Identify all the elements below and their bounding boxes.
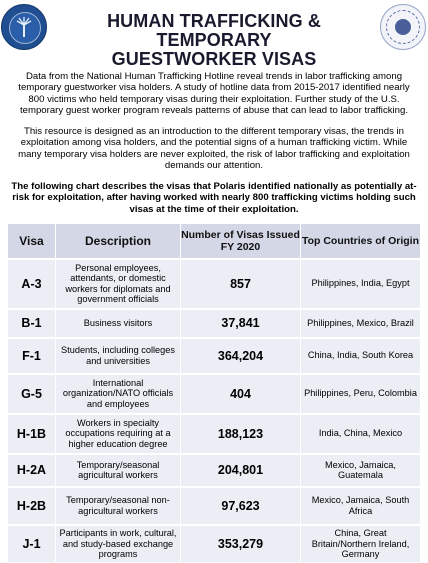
visa-countries: Philippines, Mexico, Brazil	[301, 309, 421, 338]
intro-paragraph-1: Data from the National Human Trafficking Hotline reveal trends in labor trafficking among temporary guestworker visa holders. A study of hotline data from 2015-2017 identified nearly 800 victims who held temporary visas during their exploitation. Further study of the U.S. temporary guest worker program reveals patterns of abuse that can lead to labor trafficking.	[18, 71, 410, 117]
visa-count: 857	[181, 259, 301, 309]
visa-count: 97,623	[181, 487, 301, 525]
column-header-countries: Top Countries of Origin	[301, 224, 421, 259]
visa-description: Participants in work, cultural, and study-based exchange programs	[56, 525, 181, 563]
column-header-visa: Visa	[8, 224, 56, 259]
table-header-row	[8, 224, 421, 259]
visa-description: Personal employees, attendants, or domestic workers for diplomats and government officials	[56, 259, 181, 309]
visa-countries: Philippines, India, Egypt	[301, 259, 421, 309]
table-row	[8, 374, 421, 414]
visa-countries: China, India, South Korea	[301, 338, 421, 374]
table-row	[8, 338, 421, 374]
chart-lead-text: The following chart describes the visas that Polaris identified nationally as potentially at-risk for exploitation, after having worked with nearly 800 trafficking victims holding such visas at the time of their exploitation.	[11, 181, 417, 215]
visa-count: 404	[181, 374, 301, 414]
table-row	[8, 414, 421, 454]
visa-count: 188,123	[181, 414, 301, 454]
visa-code: B-1	[8, 309, 56, 338]
visa-count: 204,801	[181, 454, 301, 487]
visa-code: J-1	[8, 525, 56, 563]
table-row	[8, 454, 421, 487]
column-header-number: Number of Visas Issued FY 2020	[181, 224, 301, 259]
visa-description: International organization/NATO officials and employees	[56, 374, 181, 414]
visa-code: G-5	[8, 374, 56, 414]
visa-countries: India, China, Mexico	[301, 414, 421, 454]
visa-countries: Mexico, Jamaica, Guatemala	[301, 454, 421, 487]
visa-code: A-3	[8, 259, 56, 309]
attorney-general-seal-icon	[380, 4, 426, 50]
table-row	[8, 259, 421, 309]
palmetto-tree-icon	[16, 16, 32, 38]
visa-count: 364,204	[181, 338, 301, 374]
visa-code: H-2B	[8, 487, 56, 525]
column-header-description: Description	[56, 224, 181, 259]
visa-description: Workers in specialty occupations requiring at a higher education degree	[56, 414, 181, 454]
visa-description: Students, including colleges and universities	[56, 338, 181, 374]
page-title	[48, 12, 380, 69]
page-header	[0, 0, 428, 69]
visa-count: 37,841	[181, 309, 301, 338]
visa-code: H-1B	[8, 414, 56, 454]
title-line-2: GUESTWORKER VISAS	[111, 49, 317, 69]
title-line-1: HUMAN TRAFFICKING & TEMPORARY	[107, 11, 321, 50]
visa-countries: China, Great Britain/Northern Ireland, Germany	[301, 525, 421, 563]
visa-table	[7, 223, 421, 563]
table-row	[8, 309, 421, 338]
visa-countries: Mexico, Jamaica, South Africa	[301, 487, 421, 525]
table-row	[8, 487, 421, 525]
state-seal-palm-icon	[1, 4, 47, 50]
intro-paragraph-2: This resource is designed as an introduction to the different temporary visas, the trends in exploitation among visa holders, and the potential signs of a human trafficking victim. While many temporary visa holders are never exploited, the risk of labor trafficking and exploitation demands our attention.	[18, 126, 410, 172]
table-row	[8, 525, 421, 563]
visa-countries: Philippines, Peru, Colombia	[301, 374, 421, 414]
visa-code: H-2A	[8, 454, 56, 487]
visa-count: 353,279	[181, 525, 301, 563]
visa-code: F-1	[8, 338, 56, 374]
visa-description: Temporary/seasonal non-agricultural workers	[56, 487, 181, 525]
visa-description: Temporary/seasonal agricultural workers	[56, 454, 181, 487]
visa-description: Business visitors	[56, 309, 181, 338]
